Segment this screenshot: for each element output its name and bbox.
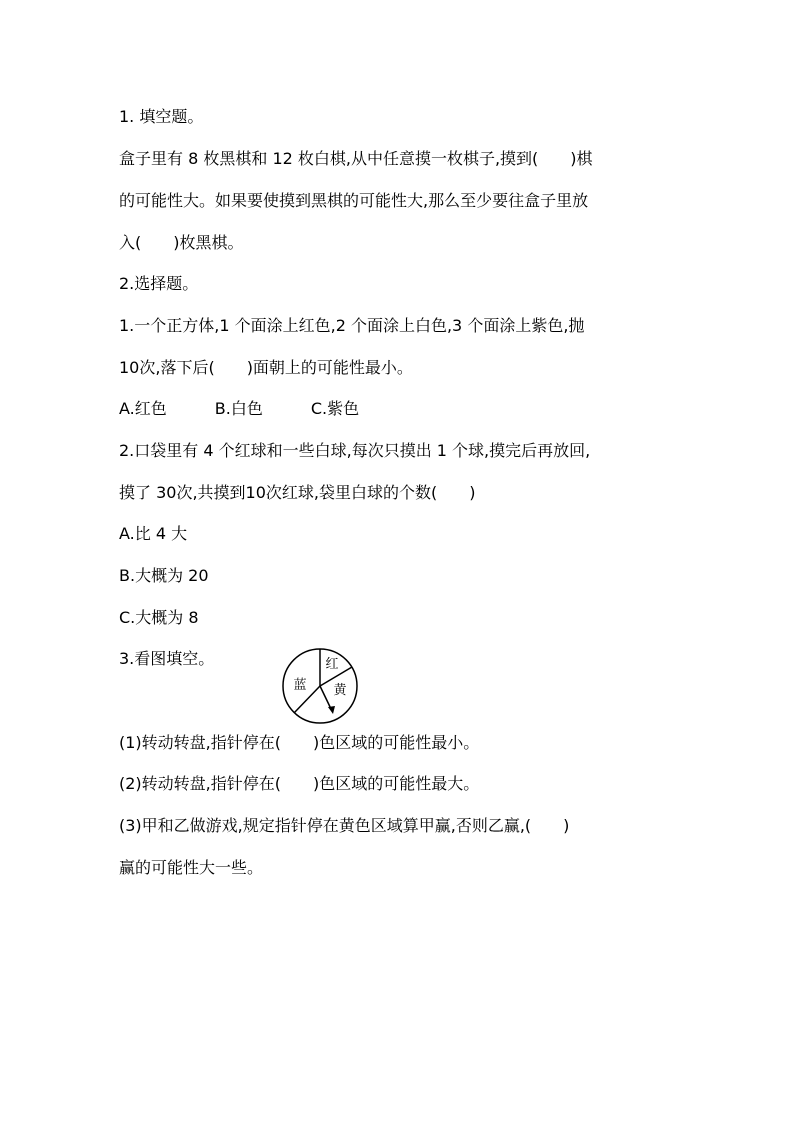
q1-heading: 1. 填空题。 [119, 107, 204, 126]
q3-sub-3-line-1: (3)甲和乙做游戏,规定指针停在黄色区域算甲赢,否则乙赢,( ) [119, 816, 570, 835]
q3-sub-1: (1)转动转盘,指针停在( )色区域的可能性最小。 [119, 733, 480, 752]
spinner-label-blue: 蓝 [293, 678, 307, 693]
q2-item1-line-2: 10次,落下后( )面朝上的可能性最小。 [119, 358, 413, 377]
q2-item2-option-a: A.比 4 大 [119, 524, 188, 543]
q2-item2-line-2: 摸了 30次,共摸到10次红球,袋里白球的个数( ) [119, 483, 476, 502]
q2-heading: 2.选择题。 [119, 274, 199, 293]
q3-sub-2: (2)转动转盘,指针停在( )色区域的可能性最大。 [119, 774, 480, 793]
q1-line-2: 的可能性大。如果要使摸到黑棋的可能性大,那么至少要往盒子里放 [119, 191, 589, 210]
spinner-label-red: 红 [325, 657, 339, 672]
q1-line-1: 盒子里有 8 枚黑棋和 12 枚白棋,从中任意摸一枚棋子,摸到( )棋 [119, 149, 593, 168]
q2-item1-line-1: 1.一个正方体,1 个面涂上红色,2 个面涂上白色,3 个面涂上紫色,抛 [119, 316, 585, 335]
q2-item2-line-1: 2.口袋里有 4 个红球和一些白球,每次只摸出 1 个球,摸完后再放回, [119, 441, 591, 460]
spinner-label-yellow: 黄 [333, 683, 347, 698]
q2-item2-option-c: C.大概为 8 [119, 608, 199, 627]
q2-item2-option-b: B.大概为 20 [119, 566, 209, 585]
q1-line-3: 入( )枚黑棋。 [119, 233, 244, 252]
q3-heading: 3.看图填空。 [119, 649, 215, 668]
spinner-diagram [280, 646, 360, 726]
spinner-pointer-arrowhead [328, 706, 335, 714]
q2-item1-options: A.红色 B.白色 C.紫色 [119, 399, 360, 418]
q3-sub-3-line-2: 赢的可能性大一些。 [119, 858, 264, 877]
spinner-svg [280, 646, 360, 726]
